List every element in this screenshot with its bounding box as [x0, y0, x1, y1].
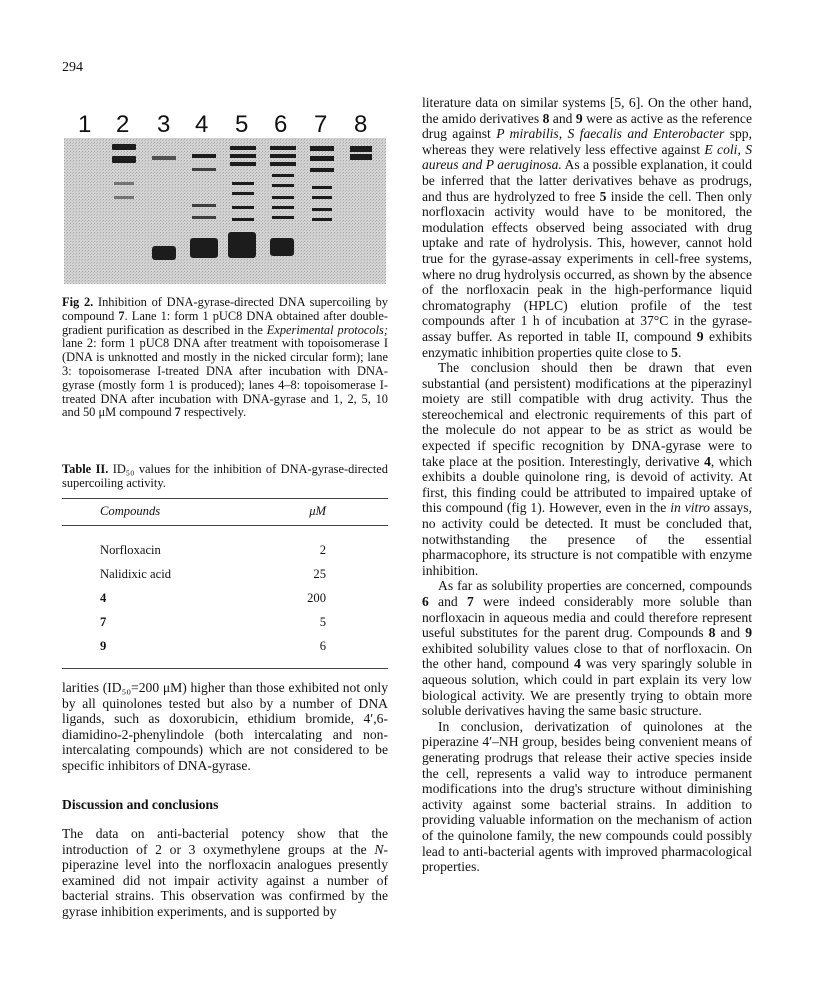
figure-caption-label: Fig 2.: [62, 295, 94, 309]
lane-label: 1: [78, 111, 92, 138]
section-heading: Discussion and conclusions: [62, 797, 219, 812]
compound-ref: 5: [599, 188, 607, 204]
compound-ref: 7: [174, 405, 181, 420]
compound-ref: 7: [118, 308, 125, 323]
body-text: spp, whereas they were relatively less effective against: [422, 126, 752, 157]
value-cell: 2: [319, 542, 326, 557]
caption-italic: Experimental protocols;: [266, 322, 388, 337]
right-column: [422, 95, 752, 875]
value-cell: 6: [249, 634, 388, 669]
body-text: The data on anti-bacterial potency show that the introduction of 2 or 3 oxymethylene groups at the: [62, 826, 388, 857]
page-number: 294: [62, 60, 83, 75]
body-text: and: [715, 625, 746, 641]
id50-table: [62, 498, 388, 669]
table-caption-label: Table II.: [62, 462, 109, 476]
table-row: [62, 586, 388, 610]
compound-cell: 9: [62, 634, 249, 669]
table-caption: [62, 463, 388, 491]
body-text: and: [549, 110, 576, 126]
body-text: inside the cell. Then only norfloxacin activity would have to be monitored, the modulation effects observed being associated with drug uptake and rate of hydrolysis. This, however, cannot hold true for the gyrase-assay experiments in cell-free systems, where no drug hydrolysis occurred, as shown by the absence of the norfloxacin peak in the high-performance liquid chromatography (HPLC) elution profile of the test compounds after 1 h of incubation at 37°C in the gyrase-assay buffer. As reported in table II, compound: [422, 188, 752, 344]
lane-label: 7: [314, 111, 328, 138]
column-header-compounds: Compounds: [62, 499, 249, 526]
caption-text: respectively.: [180, 405, 247, 420]
compound-ref: 6: [422, 594, 429, 609]
table-header-row: [62, 499, 388, 526]
left-continuation-paragraph: larities (ID₅₀=200 μM) higher than those exhibited not only by all quinolones tested but also by a number of DNA ligands, such as doxorubicin, ethidium bromide, 4′,6-diamidino-2-phenylindole (both intercalating and non-intercalating compounds) which are not considered to be specific inhibitors of DNA-gyrase.: [62, 680, 388, 773]
body-text: , which exhibits a double quinolone ring, is devoid of activity. At first, this finding could be attributed to impaired uptake of this compound (fig 1). However, even in the: [422, 453, 752, 516]
column-header-um: μM: [249, 499, 388, 526]
compound-ref: 4: [704, 453, 711, 469]
lane-label: 5: [235, 111, 249, 138]
body-text: was very sparingly soluble in aqueous solution, which could in part explain its very low biological activity. We are presently trying to obtain more soluble derivatives having the same basic structure.: [422, 656, 752, 719]
body-text: exhibited solubility values close to that of norfloxacin. On the other hand, compound: [422, 640, 752, 672]
lane-label: 3: [157, 111, 171, 138]
compound-ref: 8: [542, 110, 550, 126]
compound-ref: 9: [745, 625, 752, 641]
compound-cell: 7: [100, 614, 107, 629]
lane-label: 8: [354, 111, 368, 138]
compound-ref: 9: [575, 110, 583, 126]
lane-label: 6: [274, 111, 288, 138]
gel-lane-labels: [64, 112, 386, 138]
table-row: [62, 562, 388, 586]
species-names: E coli, S aureus and P aeruginosa.: [422, 141, 752, 173]
body-text: literature data on similar systems [5, 6]. On the other hand, the amido derivatives: [422, 95, 752, 126]
caption-text: ID₅₀ values for the inhibition of DNA-gyrase-directed supercoiling activity.: [62, 462, 388, 490]
body-text: assays, no activity could be detected. It must be concluded that, notwithstanding the presence of the essential pharmacophore, its structure is not compatible with enzyme inhibition.: [422, 500, 752, 578]
paragraph: [422, 578, 752, 718]
lane-label: 4: [195, 111, 209, 138]
body-text: -piperazine level into the norfloxacin analogues presently examined did not impair activity against a number of bacterial strains. This observation was confirmed by the gyrase inhibition experiments, and is supported by: [62, 841, 388, 919]
body-text: As far as solubility properties are concerned, compounds: [438, 578, 752, 594]
caption-text: Inhibition of DNA-gyrase-directed DNA supercoiling by compound: [62, 295, 388, 323]
caption-text: . Lane 1: form 1 pUC8 DNA obtained after double-gradient purification as described in the: [62, 308, 388, 337]
paragraph: [422, 95, 752, 360]
compound-ref: 4: [574, 656, 581, 672]
compound-ref: 7: [466, 594, 474, 609]
table-row: [62, 610, 388, 634]
body-text: As a possible explanation, it could be inferred that the latter derivatives behave as prodrugs, and thus are hydrolyzed to free: [422, 157, 752, 204]
compound-cell: Norfloxacin: [100, 542, 161, 557]
value-cell: 200: [307, 590, 326, 605]
body-text: were as active as the reference drug against: [422, 110, 752, 142]
body-text: exhibits enzymatic inhibition properties quite close to: [422, 328, 752, 360]
caption-text: lane 2: form 1 pUC8 DNA after treatment with topoisomerase I (DNA is unknotted and mostly in the nicked circular form); lane 3: topoisomerase I-treated DNA after incubation with DNA-gyrase (mostly form 1 is produced); lanes 4–8: topoisomerase I-treated DNA after incubation with DNA-gyrase and 1, 2, 5, 10 and 50 μM compound: [62, 336, 388, 420]
table-row: [62, 526, 388, 563]
body-italic: N: [374, 841, 384, 857]
body-text: .: [677, 344, 682, 360]
value-cell: 25: [313, 566, 326, 581]
table-row: [62, 634, 388, 669]
lane-label: 2: [116, 111, 130, 138]
body-text: were indeed considerably more soluble than norfloxacin in aqueous media and could therefore represent useful substitutes for the parent drug. Compounds: [422, 594, 752, 641]
paragraph: In conclusion, derivatization of quinolones at the piperazine 4′–NH group, besides being convenient means of generating prodrugs that release their active species inside the cell, represents a valid way to introduce permanent modifications into the drug's structure without diminishing activity against some bacterial strains. In addition to providing valuable information on the mechanism of action of the quinolone family, the new compounds could possibly lead to anti-bacterial agents with improved pharmacological properties.: [422, 718, 752, 875]
compound-cell: Nalidixic acid: [100, 566, 171, 581]
compound-ref: 9: [696, 328, 704, 344]
discussion-paragraph: [62, 826, 388, 920]
compound-cell: 4: [100, 590, 107, 605]
species-names: P mirabilis, S faecalis and Enterobacter: [496, 126, 725, 142]
value-cell: 5: [319, 614, 326, 629]
body-text: The conclusion should then be drawn that even substantial (and persistent) modifications at the piperazinyl moiety are still compatible with drug activity. Thus the stereochemical and electronic requirements of this part of the molecule do not appear to be as strict as would be expected if specific recognition by DNA-gyrase were to take place at the position. Interestingly, derivative: [422, 360, 752, 469]
figure-caption: [62, 296, 388, 420]
body-italic: in vitro: [670, 500, 710, 516]
body-text: and: [428, 594, 467, 609]
compound-ref: 8: [708, 625, 716, 641]
paragraph: [422, 360, 752, 578]
compound-ref: 5: [671, 344, 678, 360]
